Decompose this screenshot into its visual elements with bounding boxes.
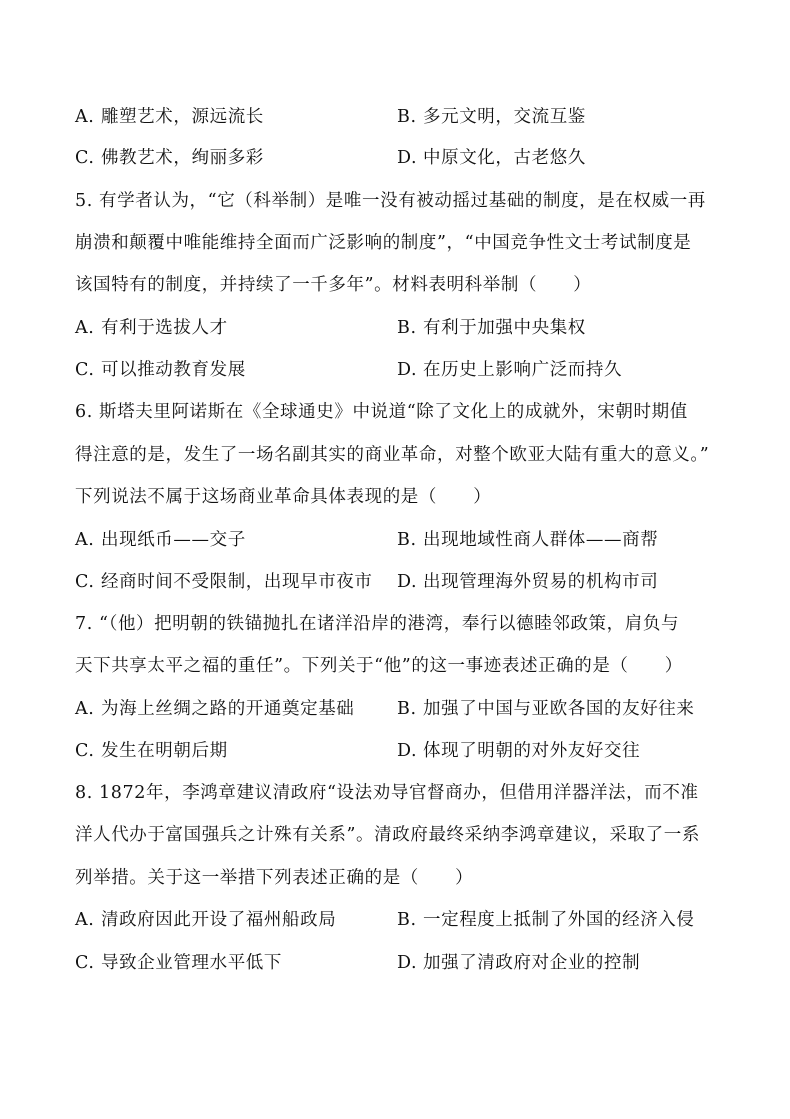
option-text: 有利于选拔人才 (101, 318, 228, 338)
q6-stem-line-3: 下列说法不属于这场商业革命具体表现的是（ ） (75, 487, 492, 507)
option-letter: B. (397, 530, 417, 550)
q7-option-c (75, 739, 228, 763)
q6-option-d (397, 570, 658, 594)
option-text: 发生在明朝后期 (101, 741, 228, 761)
q5-option-a (75, 316, 228, 340)
option-letter: A. (75, 107, 95, 127)
q8-stem-line-2: 洋人代办于富国强兵之计殊有关系”。清政府最终采纳李鸿章建议，采取了一系 (75, 825, 700, 845)
option-letter: C. (75, 360, 95, 380)
option-letter: C. (75, 148, 95, 168)
option-letter: D. (397, 148, 418, 168)
option-text: 多元文明，交流互鉴 (423, 107, 586, 127)
option-text: 加强了清政府对企业的控制 (423, 953, 641, 973)
option-letter: B. (397, 318, 417, 338)
option-letter: D. (397, 953, 418, 973)
q4-option-d (397, 146, 586, 170)
q4-options-row-1 (75, 105, 735, 129)
option-letter: B. (397, 910, 417, 930)
option-text: 经商时间不受限制，出现早市夜市 (101, 572, 373, 592)
option-letter: A. (75, 530, 95, 550)
q5-option-c (75, 358, 246, 382)
q6-option-b (397, 528, 658, 552)
q7-options-row-2 (75, 739, 735, 763)
option-letter: A. (75, 318, 95, 338)
option-text: 清政府因此开设了福州船政局 (101, 910, 337, 930)
option-letter: B. (397, 699, 417, 719)
option-letter: B. (397, 107, 417, 127)
q7-options-row-1 (75, 697, 735, 721)
q6-stem-line-1: 6. 斯塔夫里阿诺斯在《全球通史》中说道“除了文化上的成就外，宋朝时期值 (75, 402, 688, 422)
option-text: 在历史上影响广泛而持久 (423, 360, 623, 380)
q8-stem-line-3: 列举措。关于这一举措下列表述正确的是（ ） (75, 868, 474, 888)
q7-option-d (397, 739, 640, 763)
q8-options-row-2 (75, 951, 735, 975)
option-text: 体现了明朝的对外友好交往 (423, 741, 641, 761)
option-letter: A. (75, 910, 95, 930)
option-letter: D. (397, 572, 418, 592)
q4-option-b (397, 105, 586, 129)
option-text: 佛教艺术，绚丽多彩 (101, 148, 264, 168)
option-letter: D. (397, 360, 418, 380)
q8-option-b (397, 908, 695, 932)
option-letter: A. (75, 699, 95, 719)
option-text: 出现地域性商人群体——商帮 (423, 530, 659, 550)
q6-stem-line-2: 得注意的是，发生了一场名副其实的商业革命，对整个欧亚大陆有重大的意义。” (75, 445, 710, 465)
q6-options-row-2 (75, 570, 735, 594)
option-text: 导致企业管理水平低下 (101, 953, 282, 973)
option-text: 加强了中国与亚欧各国的友好往来 (423, 699, 695, 719)
q5-option-d (397, 358, 622, 382)
q7-option-b (397, 697, 695, 721)
q5-stem-line-3: 该国特有的制度，并持续了一千多年”。材料表明科举制（ ） (75, 275, 592, 295)
q5-option-b (397, 316, 586, 340)
q4-option-c (75, 146, 264, 170)
option-text: 出现管理海外贸易的机构市司 (423, 572, 659, 592)
q8-option-c (75, 951, 282, 975)
q7-stem-line-2: 天下共享太平之福的重任”。下列关于“他”的这一事迹表述正确的是（ ） (75, 656, 683, 676)
option-text: 为海上丝绸之路的开通奠定基础 (101, 699, 355, 719)
option-text: 有利于加强中央集权 (423, 318, 586, 338)
option-letter: C. (75, 741, 95, 761)
option-letter: C. (75, 953, 95, 973)
q5-options-row-1 (75, 316, 735, 340)
q8-options-row-1 (75, 908, 735, 932)
option-text: 出现纸币——交子 (101, 530, 246, 550)
q8-stem-line-1: 8. 1872年，李鸿章建议清政府“设法劝导官督商办，但借用洋器洋法，而不准 (75, 783, 699, 803)
option-letter: C. (75, 572, 95, 592)
option-text: 可以推动教育发展 (101, 360, 246, 380)
option-letter: D. (397, 741, 418, 761)
q5-stem-line-1: 5. 有学者认为，“它（科举制）是唯一没有被动摇过基础的制度，是在权威一再 (75, 191, 706, 211)
option-text: 一定程度上抵制了外国的经济入侵 (423, 910, 695, 930)
option-text: 中原文化，古老悠久 (423, 148, 586, 168)
q7-stem-line-1: 7. “（他）把明朝的铁锚抛扎在诸洋沿岸的港湾，奉行以德睦邻政策，肩负与 (75, 614, 680, 634)
q8-option-d (397, 951, 640, 975)
q5-options-row-2 (75, 358, 735, 382)
q6-option-a (75, 528, 246, 552)
q5-stem-line-2: 崩溃和颠覆中唯能维持全面而广泛影响的制度”，“中国竞争性文士考试制度是 (75, 233, 692, 253)
option-text: 雕塑艺术，源远流长 (101, 107, 264, 127)
q4-options-row-2 (75, 146, 735, 170)
q4-option-a (75, 105, 264, 129)
q8-option-a (75, 908, 336, 932)
q6-option-c (75, 570, 373, 594)
q7-option-a (75, 697, 354, 721)
q6-options-row-1 (75, 528, 735, 552)
